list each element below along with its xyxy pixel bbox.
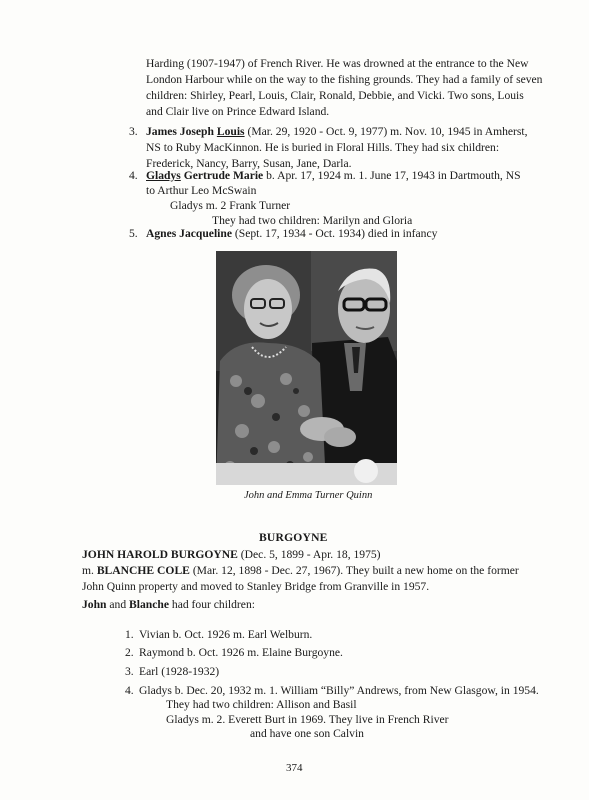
person-name: Gertrude Marie <box>180 169 264 182</box>
list-item-agnes <box>146 226 437 242</box>
list-item-line: NS to Ruby MacKinnon. He is buried in Floral Hills. They had six children: <box>146 141 500 154</box>
list-number: 5. <box>129 227 138 240</box>
intro-line-4: and Clair live on Prince Edward Island. <box>146 105 330 118</box>
item-text: (Dec. 5, 1899 - Apr. 18, 1975) <box>237 548 381 561</box>
photograph <box>216 251 397 485</box>
photo-caption: John and Emma Turner Quinn <box>244 490 373 501</box>
list-item-line: and have one son Calvin <box>250 727 364 740</box>
item-text: (Sept. 17, 1934 - Oct. 1934) died in infancy <box>232 227 438 240</box>
person-name-underlined: Louis <box>216 125 245 138</box>
page-number: 374 <box>286 762 303 774</box>
list-item-line: to Arthur Leo McSwain <box>146 184 257 197</box>
item-text: had four children: <box>169 598 255 611</box>
list-item-louis <box>146 124 528 140</box>
list-item: Earl (1928-1932) <box>139 665 220 678</box>
intro-line-1: Harding (1907-1947) of French River. He was drowned at the entrance to the New <box>146 57 529 70</box>
section-title: BURGOYNE <box>259 531 328 544</box>
section-heading-line-1 <box>82 547 381 563</box>
person-name-underlined: Gladys <box>146 169 181 182</box>
list-item: Vivian b. Oct. 1926 m. Earl Welburn. <box>139 628 313 641</box>
list-item-gladys <box>146 168 521 184</box>
intro-line-3: children: Shirley, Pearl, Louis, Clair, Ronald, Debbie, and Vicki. Two sons, Louis <box>146 89 524 102</box>
intro-line-2: London Harbour while on the way to the fishing grounds. They had a family of seven <box>146 73 543 86</box>
item-text: (Mar. 12, 1898 - Dec. 27, 1967). They built a new home on the former <box>189 564 519 577</box>
section-heading-line-3: John Quinn property and moved to Stanley Bridge from Granville in 1957. <box>82 580 430 593</box>
list-item-line: They had two children: Allison and Basil <box>166 698 357 711</box>
item-text: b. Apr. 17, 1924 m. 1. June 17, 1943 in Dartmouth, NS <box>263 169 521 182</box>
children-intro <box>82 597 255 613</box>
item-text: and <box>106 598 130 611</box>
list-item-line: Gladys m. 2 Frank Turner <box>170 199 291 212</box>
item-text: m. <box>82 564 97 577</box>
person-name: John <box>82 598 107 611</box>
person-name: JOHN HAROLD BURGOYNE <box>82 548 238 561</box>
list-number: 1. <box>125 628 134 641</box>
list-number: 3. <box>125 665 134 678</box>
person-name: Blanche <box>129 598 169 611</box>
list-number: 4. <box>129 169 138 182</box>
list-number: 4. <box>125 684 134 697</box>
list-item: Gladys b. Dec. 20, 1932 m. 1. William “Billy” Andrews, from New Glasgow, in 1954. <box>139 684 539 697</box>
list-item-line: They had two children: Marilyn and Gloria <box>212 214 413 227</box>
section-heading-line-2 <box>82 563 519 579</box>
list-item-line: Frederick, Nancy, Barry, Susan, Jane, Darla. <box>146 157 352 170</box>
list-number: 3. <box>129 125 138 138</box>
person-name: Agnes Jacqueline <box>146 227 232 240</box>
list-item-line: Gladys m. 2. Everett Burt in 1969. They live in French River <box>166 713 449 726</box>
list-item: Raymond b. Oct. 1926 m. Elaine Burgoyne. <box>139 646 343 659</box>
list-number: 2. <box>125 646 134 659</box>
item-text: (Mar. 29, 1920 - Oct. 9, 1977) m. Nov. 10, 1945 in Amherst, <box>244 125 528 138</box>
person-name: James Joseph <box>146 125 217 138</box>
person-name: BLANCHE COLE <box>96 564 190 577</box>
